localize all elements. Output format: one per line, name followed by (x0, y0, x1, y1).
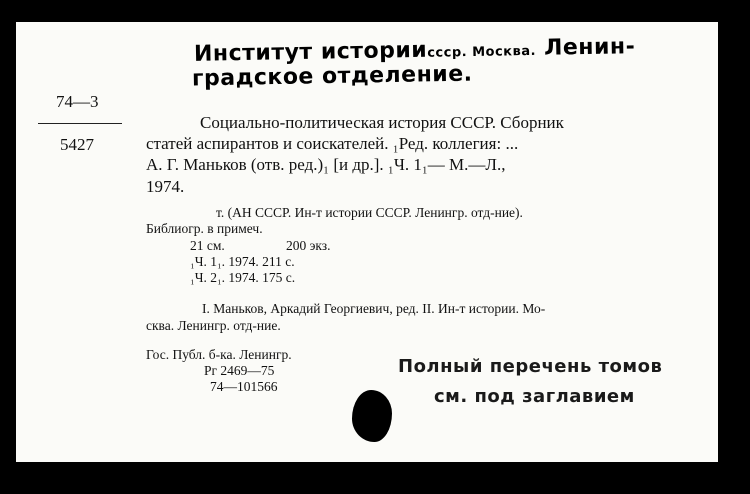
call-number-bottom: 5427 (60, 135, 94, 154)
handwritten-institute: Институт истории (193, 37, 428, 67)
physical-part-1: ₁Ч. 1₁. 1974. 211 с. (190, 254, 295, 269)
physical-size: 21 см. (190, 238, 225, 253)
ink-blot (352, 390, 392, 442)
entry-line-1: Социально-политическая история СССР. Сборник (200, 113, 564, 132)
handwritten-location: ссср. Москва. (427, 43, 537, 61)
call-number-divider (38, 123, 122, 124)
series-line-1: т. (АН СССР. Ин-т истории СССР. Ленингр. отд-ние). (216, 205, 523, 220)
entry-line-3: А. Г. Маньков (отв. ред.)₁ [и др.]. ₁Ч. 1₁— М.—Л., (146, 155, 506, 174)
catalog-card (16, 22, 718, 462)
handwritten-heading-line2: градское отделение. (191, 61, 473, 92)
physical-part-2: ₁Ч. 2₁. 1974. 175 с. (190, 270, 296, 285)
stamp-line-1: Полный перечень томов (398, 356, 663, 377)
series-line-2: Библиогр. в примеч. (146, 221, 263, 236)
entry-line-2: статей аспирантов и соискателей. ₁Ред. коллегия: ... (146, 134, 519, 153)
tracings-line-2: сква. Ленингр. отд-ние. (146, 318, 281, 333)
stamp-line-2: см. под заглавием (434, 386, 635, 407)
physical-copies: 200 экз. (286, 238, 331, 253)
library-line-1: Гос. Публ. б-ка. Ленингр. (146, 347, 292, 362)
handwritten-leningrad: Ленин- (543, 34, 636, 61)
library-line-3: 74—101566 (210, 379, 278, 394)
tracings-line-1: I. Маньков, Аркадий Георгиевич, ред. II. Ин-т истории. Мо- (202, 301, 546, 316)
entry-line-4: 1974. (146, 177, 185, 196)
call-number-top: 74—3 (56, 92, 99, 111)
library-line-2: Рг 2469—75 (204, 363, 275, 378)
